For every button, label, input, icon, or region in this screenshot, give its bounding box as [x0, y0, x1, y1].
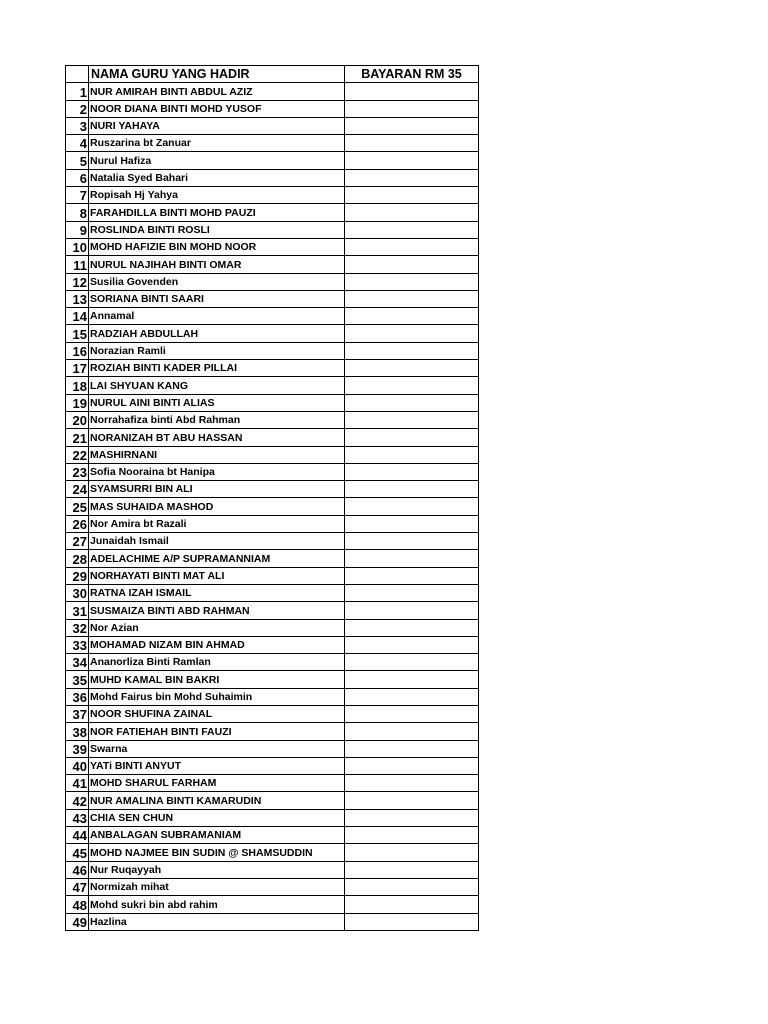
row-number-cell: 22	[66, 446, 89, 463]
row-number-cell: 7	[66, 187, 89, 204]
row-number-cell: 16	[66, 342, 89, 359]
row-number-cell: 9	[66, 221, 89, 238]
payment-cell[interactable]	[345, 429, 479, 446]
teacher-name-cell: Junaidah Ismail	[89, 533, 345, 550]
payment-cell[interactable]	[345, 238, 479, 255]
table-row	[66, 463, 479, 480]
teacher-name-cell: SUSMAIZA BINTI ABD RAHMAN	[89, 602, 345, 619]
row-number-cell: 32	[66, 619, 89, 636]
payment-cell[interactable]	[345, 221, 479, 238]
row-number-cell: 48	[66, 896, 89, 913]
table-row	[66, 515, 479, 532]
teacher-name-cell: NURUL NAJIHAH BINTI OMAR	[89, 256, 345, 273]
row-number-cell: 19	[66, 394, 89, 411]
table-row	[66, 100, 479, 117]
table-row	[66, 705, 479, 722]
row-number-cell: 43	[66, 809, 89, 826]
payment-cell[interactable]	[345, 117, 479, 134]
table-row	[66, 377, 479, 394]
row-number-cell: 36	[66, 688, 89, 705]
table-row	[66, 204, 479, 221]
row-number-cell: 42	[66, 792, 89, 809]
teacher-name-cell: ADELACHIME A/P SUPRAMANNIAM	[89, 550, 345, 567]
table-row	[66, 896, 479, 913]
teacher-name-cell: MOHD HAFIZIE BIN MOHD NOOR	[89, 238, 345, 255]
payment-cell[interactable]	[345, 360, 479, 377]
table-row	[66, 187, 479, 204]
table-row	[66, 809, 479, 826]
row-number-cell: 31	[66, 602, 89, 619]
table-row	[66, 481, 479, 498]
teacher-name-cell: MUHD KAMAL BIN BAKRI	[89, 671, 345, 688]
table-row	[66, 342, 479, 359]
table-row	[66, 533, 479, 550]
row-number-cell: 49	[66, 913, 89, 930]
teacher-name-cell: LAI SHYUAN KANG	[89, 377, 345, 394]
teacher-name-cell: NOOR SHUFINA ZAINAL	[89, 705, 345, 722]
teacher-name-cell: Norazian Ramli	[89, 342, 345, 359]
row-number-cell: 37	[66, 705, 89, 722]
header-payment-cell: BAYARAN RM 35	[345, 66, 479, 83]
table-row	[66, 654, 479, 671]
row-number-cell: 15	[66, 325, 89, 342]
row-number-cell: 5	[66, 152, 89, 169]
teacher-name-cell: SORIANA BINTI SAARI	[89, 290, 345, 307]
teacher-name-cell: Nurul Hafiza	[89, 152, 345, 169]
row-number-cell: 20	[66, 411, 89, 428]
table-row	[66, 671, 479, 688]
table-row	[66, 83, 479, 100]
row-number-cell: 6	[66, 169, 89, 186]
row-number-cell: 24	[66, 481, 89, 498]
payment-cell[interactable]	[345, 394, 479, 411]
row-number-cell: 10	[66, 238, 89, 255]
payment-cell[interactable]	[345, 135, 479, 152]
payment-cell[interactable]	[345, 550, 479, 567]
row-number-cell: 44	[66, 827, 89, 844]
payment-cell[interactable]	[345, 619, 479, 636]
teacher-name-cell: ANBALAGAN SUBRAMANIAM	[89, 827, 345, 844]
payment-cell[interactable]	[345, 290, 479, 307]
teacher-name-cell: NUR AMALINA BINTI KAMARUDIN	[89, 792, 345, 809]
teacher-name-cell: Nor Azian	[89, 619, 345, 636]
teacher-name-cell: Ananorliza Binti Ramlan	[89, 654, 345, 671]
teacher-name-cell: NOOR DIANA BINTI MOHD YUSOF	[89, 100, 345, 117]
teacher-name-cell: NURI YAHAYA	[89, 117, 345, 134]
header-number-cell	[66, 66, 89, 83]
row-number-cell: 13	[66, 290, 89, 307]
teacher-name-cell: Nor Amira bt Razali	[89, 515, 345, 532]
payment-cell[interactable]	[345, 83, 479, 100]
payment-cell[interactable]	[345, 204, 479, 221]
row-number-cell: 17	[66, 360, 89, 377]
teacher-name-cell: MOHD NAJMEE BIN SUDIN @ SHAMSUDDIN	[89, 844, 345, 861]
table-row	[66, 688, 479, 705]
teacher-name-cell: ROSLINDA BINTI ROSLI	[89, 221, 345, 238]
table-row	[66, 498, 479, 515]
teacher-name-cell: Ruszarina bt Zanuar	[89, 135, 345, 152]
payment-cell[interactable]	[345, 273, 479, 290]
teacher-name-cell: SYAMSURRI BIN ALI	[89, 481, 345, 498]
row-number-cell: 46	[66, 861, 89, 878]
payment-cell[interactable]	[345, 913, 479, 930]
payment-cell[interactable]	[345, 187, 479, 204]
payment-cell[interactable]	[345, 602, 479, 619]
teacher-name-cell: ROZIAH BINTI KADER PILLAI	[89, 360, 345, 377]
teacher-name-cell: NORANIZAH BT ABU HASSAN	[89, 429, 345, 446]
row-number-cell: 23	[66, 463, 89, 480]
row-number-cell: 39	[66, 740, 89, 757]
table-row	[66, 394, 479, 411]
table-row	[66, 636, 479, 653]
teacher-name-cell: Sofia Nooraina bt Hanipa	[89, 463, 345, 480]
row-number-cell: 1	[66, 83, 89, 100]
payment-cell[interactable]	[345, 533, 479, 550]
row-number-cell: 25	[66, 498, 89, 515]
teacher-name-cell: Natalia Syed Bahari	[89, 169, 345, 186]
payment-cell[interactable]	[345, 654, 479, 671]
table-row	[66, 152, 479, 169]
row-number-cell: 29	[66, 567, 89, 584]
payment-cell[interactable]	[345, 792, 479, 809]
payment-cell[interactable]	[345, 688, 479, 705]
table-row	[66, 135, 479, 152]
table-row	[66, 256, 479, 273]
payment-cell[interactable]	[345, 342, 479, 359]
teacher-name-cell: YATi BINTI ANYUT	[89, 757, 345, 774]
payment-cell[interactable]	[345, 878, 479, 895]
table-row	[66, 221, 479, 238]
table-row	[66, 550, 479, 567]
teacher-name-cell: Nur Ruqayyah	[89, 861, 345, 878]
payment-cell[interactable]	[345, 567, 479, 584]
table-row	[66, 446, 479, 463]
payment-cell[interactable]	[345, 740, 479, 757]
payment-cell[interactable]	[345, 584, 479, 601]
payment-cell[interactable]	[345, 827, 479, 844]
payment-cell[interactable]	[345, 308, 479, 325]
table-row	[66, 429, 479, 446]
header-name-cell: NAMA GURU YANG HADIR	[89, 66, 345, 83]
teacher-name-cell: Susilia Govenden	[89, 273, 345, 290]
row-number-cell: 35	[66, 671, 89, 688]
table-row	[66, 273, 479, 290]
payment-cell[interactable]	[345, 896, 479, 913]
row-number-cell: 26	[66, 515, 89, 532]
table-row	[66, 325, 479, 342]
payment-cell[interactable]	[345, 671, 479, 688]
row-number-cell: 47	[66, 878, 89, 895]
table-row	[66, 775, 479, 792]
row-number-cell: 2	[66, 100, 89, 117]
row-number-cell: 33	[66, 636, 89, 653]
row-number-cell: 12	[66, 273, 89, 290]
row-number-cell: 21	[66, 429, 89, 446]
row-number-cell: 30	[66, 584, 89, 601]
table-row	[66, 913, 479, 930]
table-row	[66, 792, 479, 809]
teacher-name-cell: RATNA IZAH ISMAIL	[89, 584, 345, 601]
table-row	[66, 584, 479, 601]
payment-cell[interactable]	[345, 446, 479, 463]
teacher-name-cell: MAS SUHAIDA MASHOD	[89, 498, 345, 515]
payment-cell[interactable]	[345, 481, 479, 498]
row-number-cell: 8	[66, 204, 89, 221]
teacher-name-cell: Mohd sukri bin abd rahim	[89, 896, 345, 913]
teacher-name-cell: NOR FATIEHAH BINTI FAUZI	[89, 723, 345, 740]
table-row	[66, 619, 479, 636]
table-row	[66, 308, 479, 325]
teacher-name-cell: NUR AMIRAH BINTI ABDUL AZIZ	[89, 83, 345, 100]
table-row	[66, 723, 479, 740]
attendance-table	[65, 65, 479, 931]
table-row	[66, 740, 479, 757]
row-number-cell: 41	[66, 775, 89, 792]
teacher-name-cell: Norrahafiza binti Abd Rahman	[89, 411, 345, 428]
payment-cell[interactable]	[345, 256, 479, 273]
teacher-name-cell: FARAHDILLA BINTI MOHD PAUZI	[89, 204, 345, 221]
row-number-cell: 14	[66, 308, 89, 325]
row-number-cell: 27	[66, 533, 89, 550]
header-row	[66, 66, 479, 83]
table-row	[66, 169, 479, 186]
teacher-name-cell: NURUL AINI BINTI ALIAS	[89, 394, 345, 411]
table-row	[66, 861, 479, 878]
teacher-name-cell: Normizah mihat	[89, 878, 345, 895]
payment-cell[interactable]	[345, 152, 479, 169]
payment-cell[interactable]	[345, 325, 479, 342]
teacher-name-cell: MASHIRNANI	[89, 446, 345, 463]
row-number-cell: 11	[66, 256, 89, 273]
table-row	[66, 602, 479, 619]
row-number-cell: 38	[66, 723, 89, 740]
payment-cell[interactable]	[345, 100, 479, 117]
teacher-name-cell: NORHAYATI BINTI MAT ALI	[89, 567, 345, 584]
row-number-cell: 28	[66, 550, 89, 567]
teacher-name-cell: CHIA SEN CHUN	[89, 809, 345, 826]
payment-cell[interactable]	[345, 463, 479, 480]
row-number-cell: 4	[66, 135, 89, 152]
teacher-name-cell: Hazlina	[89, 913, 345, 930]
payment-cell[interactable]	[345, 377, 479, 394]
table-row	[66, 878, 479, 895]
teacher-name-cell: Mohd Fairus bin Mohd Suhaimin	[89, 688, 345, 705]
table-row	[66, 290, 479, 307]
table-row	[66, 238, 479, 255]
payment-cell[interactable]	[345, 775, 479, 792]
table-row	[66, 757, 479, 774]
teacher-name-cell: MOHD SHARUL FARHAM	[89, 775, 345, 792]
teacher-name-cell: MOHAMAD NIZAM BIN AHMAD	[89, 636, 345, 653]
payment-cell[interactable]	[345, 844, 479, 861]
row-number-cell: 34	[66, 654, 89, 671]
teacher-name-cell: Ropisah Hj Yahya	[89, 187, 345, 204]
payment-cell[interactable]	[345, 705, 479, 722]
table-row	[66, 567, 479, 584]
row-number-cell: 3	[66, 117, 89, 134]
payment-cell[interactable]	[345, 515, 479, 532]
row-number-cell: 40	[66, 757, 89, 774]
payment-cell[interactable]	[345, 723, 479, 740]
table-row	[66, 844, 479, 861]
table-row	[66, 827, 479, 844]
row-number-cell: 18	[66, 377, 89, 394]
table-row	[66, 360, 479, 377]
teacher-name-cell: Annamal	[89, 308, 345, 325]
attendance-table-body	[66, 66, 479, 931]
payment-cell[interactable]	[345, 861, 479, 878]
table-row	[66, 117, 479, 134]
row-number-cell: 45	[66, 844, 89, 861]
payment-cell[interactable]	[345, 809, 479, 826]
payment-cell[interactable]	[345, 757, 479, 774]
payment-cell[interactable]	[345, 498, 479, 515]
table-row	[66, 411, 479, 428]
teacher-name-cell: Swarna	[89, 740, 345, 757]
payment-cell[interactable]	[345, 169, 479, 186]
teacher-name-cell: RADZIAH ABDULLAH	[89, 325, 345, 342]
payment-cell[interactable]	[345, 636, 479, 653]
payment-cell[interactable]	[345, 411, 479, 428]
